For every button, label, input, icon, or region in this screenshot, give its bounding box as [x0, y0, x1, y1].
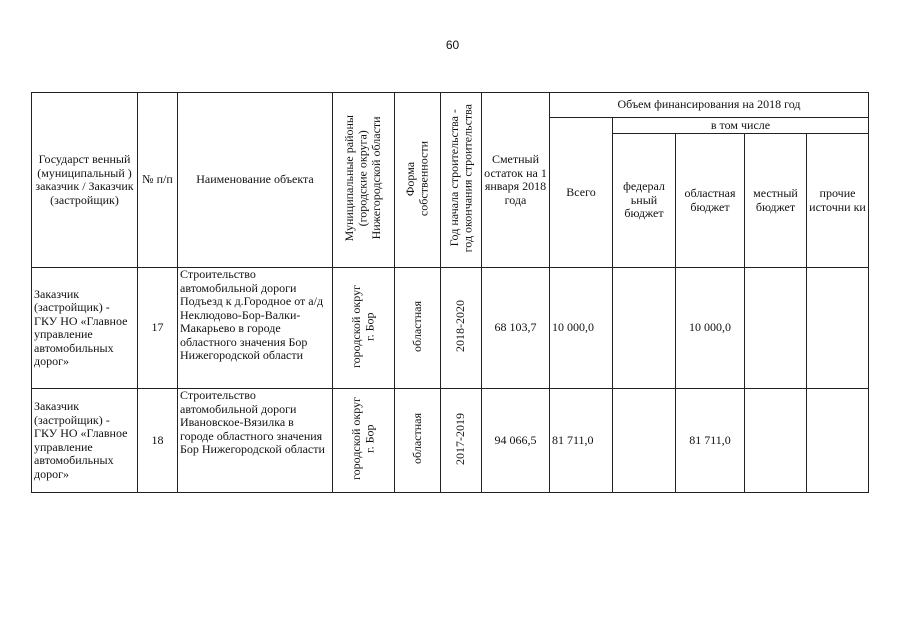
header-ownership-line-1: Форма [403, 161, 417, 196]
header-years [441, 93, 482, 268]
table-row [32, 268, 869, 389]
row-customer: Заказчик (застройщик) - ГКУ НО «Главное управление автомобильных дорог» [32, 268, 138, 389]
row-local [745, 389, 807, 493]
row-district-line-2: г. Бор [362, 312, 377, 341]
header-object-name: Наименование объекта [178, 93, 333, 268]
header-including: в том числе [613, 118, 869, 134]
header-funding-volume: Объем финансирования на 2018 год [550, 93, 869, 118]
header-estimate-balance: Сметный остаток на 1 января 2018 года [482, 93, 550, 268]
row-estimate: 94 066,5 [482, 389, 550, 493]
row-district-line-1: городской округ [349, 397, 363, 481]
header-years-line-2: год окончания строительства [460, 104, 474, 253]
header-total: Всего [550, 118, 613, 268]
row-district [333, 268, 395, 389]
row-federal [613, 268, 676, 389]
row-federal [613, 389, 676, 493]
table-row [32, 389, 869, 493]
header-district-line-1: Муниципальные районы [342, 115, 357, 242]
header-customer: Государст венный (муниципальный ) заказчик / Заказчик (застройщик) [32, 93, 138, 268]
header-district-line-3: Нижегородской области [369, 116, 384, 240]
header-district [333, 93, 395, 268]
row-number: 17 [138, 268, 178, 389]
row-estimate: 68 103,7 [482, 268, 550, 389]
header-local: местный бюджет [745, 134, 807, 268]
row-customer: Заказчик (застройщик) - ГКУ НО «Главное управление автомобильных дорог» [32, 389, 138, 493]
header-district-line-2: (городские округа) [355, 130, 370, 227]
row-object: Строительство автомобильной дороги Ивановское-Вязилка в городе областного значения Бор Нижегородской области [178, 389, 333, 493]
row-other [807, 389, 869, 493]
row-regional: 81 711,0 [676, 389, 745, 493]
row-district-line-2: г. Бор [362, 424, 377, 453]
header-regional: областная бюджет [676, 134, 745, 268]
row-regional: 10 000,0 [676, 268, 745, 389]
row-object: Строительство автомобильной дороги Подъезд к д.Городное от а/д Неклюдово-Бор-Валки-Макарьево в городе областного значения Бор Нижегородской области [178, 268, 333, 389]
row-total: 81 711,0 [550, 389, 613, 493]
row-district-line-1: городской округ [349, 284, 363, 368]
page-number: 60 [445, 38, 460, 52]
row-district [333, 389, 395, 493]
funding-table [31, 92, 869, 493]
row-years: 2017-2019 [441, 389, 482, 493]
header-federal: федерал ьный бюджет [613, 134, 676, 268]
row-ownership: областная [395, 268, 441, 389]
row-other [807, 268, 869, 389]
row-years: 2018-2020 [441, 268, 482, 389]
row-number: 18 [138, 389, 178, 493]
header-other: прочие источни ки [807, 134, 869, 268]
header-ownership [395, 93, 441, 268]
row-local [745, 268, 807, 389]
row-ownership: областная [395, 389, 441, 493]
header-number: № п/п [138, 93, 178, 268]
header-years-line-1: Год начала строительства - [446, 109, 461, 247]
header-ownership-line-2: собственности [416, 140, 431, 216]
row-total: 10 000,0 [550, 268, 613, 389]
